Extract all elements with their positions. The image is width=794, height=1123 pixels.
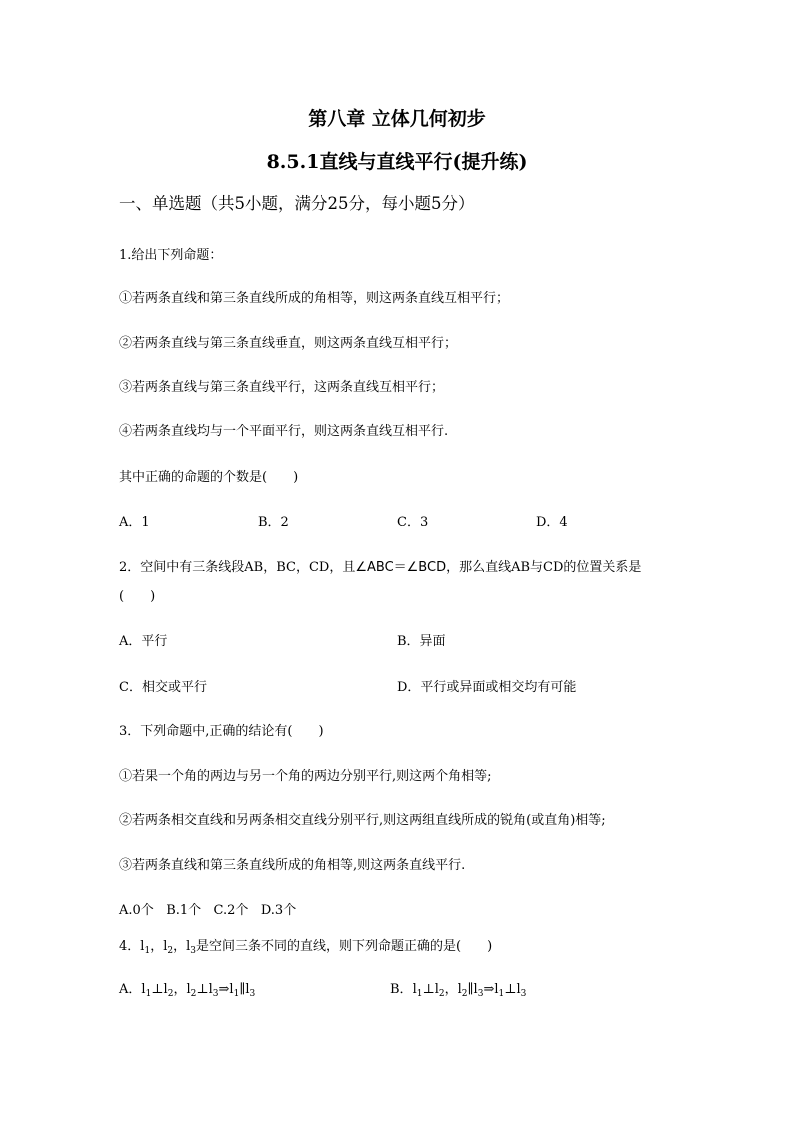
q2-option-a: A．平行	[119, 634, 168, 649]
q2-stem	[119, 556, 641, 575]
q2-stem-part2: ，那么直线AB与CD的位置关系是	[446, 560, 642, 575]
l3-symbol: l	[473, 982, 478, 997]
l3-symbol: l	[186, 939, 191, 954]
q1-item-1: ①若两条直线和第三条直线所成的角相等，则这两条直线互相平行；	[119, 291, 510, 306]
q2-option-b: B．异面	[397, 634, 446, 649]
option-label: A．	[119, 982, 142, 997]
q1-option-d: D．4	[536, 515, 568, 530]
q2-stem-part1: 2．空间中有三条线段AB，BC，CD，且	[119, 560, 356, 575]
l2-symbol: l	[163, 982, 168, 997]
q1-option-a: A．1	[119, 515, 150, 530]
q3-item-3: ③若两条直线和第三条直线所成的角相等,则这两条直线平行.	[119, 858, 466, 873]
l3-symbol: l	[208, 982, 213, 997]
q3-options: A.0个 B.1个 C.2个 D.3个	[119, 903, 297, 918]
l1-symbol: l	[494, 982, 499, 997]
chapter-title: 第八章 立体几何初步	[308, 108, 486, 130]
q1-item-2: ②若两条直线与第三条直线垂直，则这两条直线互相平行；	[119, 336, 458, 351]
l1-symbol: l	[412, 982, 417, 997]
perpendicular-symbol: ⊥	[196, 982, 209, 997]
l3-subscript: 3	[249, 989, 256, 999]
q2-stem-line2: ( )	[119, 589, 156, 604]
comma: ，	[150, 939, 164, 954]
q1-question: 其中正确的命题的个数是( )	[119, 470, 299, 485]
l2-symbol: l	[186, 982, 191, 997]
l1-symbol: l	[141, 982, 146, 997]
l2-subscript: 2	[438, 989, 445, 999]
l3-symbol: l	[245, 982, 250, 997]
q2-option-c: C．相交或平行	[119, 680, 207, 695]
l1-subscript: 1	[144, 946, 151, 956]
q4-number: 4．	[119, 939, 141, 954]
l1-subscript: 1	[498, 989, 505, 999]
q2-angle-expression: ∠ABC＝∠BCD	[355, 560, 447, 575]
l1-subscript: 1	[145, 989, 152, 999]
q1-stem: 1.给出下列命题：	[119, 248, 223, 263]
comma: ，	[173, 982, 187, 997]
perpendicular-symbol: ⊥	[422, 982, 435, 997]
l1-subscript: 1	[233, 989, 240, 999]
l2-symbol: l	[434, 982, 439, 997]
l2-subscript: 2	[190, 989, 197, 999]
q3-stem: 3．下列命题中,正确的结论有( )	[119, 724, 324, 739]
section-heading: 一、单选题（共5小题，满分25分，每小题5分）	[119, 194, 475, 213]
lesson-title: 8.5.1直线与直线平行(提升练)	[266, 151, 528, 173]
l1-subscript: 1	[416, 989, 423, 999]
l3-symbol: l	[516, 982, 521, 997]
implies-symbol: ⇒	[483, 982, 495, 997]
q1-item-4: ④若两条直线均与一个平面平行，则这两条直线互相平行.	[119, 424, 449, 439]
perpendicular-symbol: ⊥	[504, 982, 517, 997]
l1-symbol: l	[140, 939, 145, 954]
l3-subscript: 3	[520, 989, 527, 999]
implies-symbol: ⇒	[218, 982, 230, 997]
option-label: B．	[390, 982, 413, 997]
parallel-symbol: ∥	[467, 982, 474, 997]
l2-symbol: l	[457, 982, 462, 997]
q3-item-1: ①若果一个角的两边与另一个角的两边分别平行,则这两个角相等;	[119, 769, 492, 784]
perpendicular-symbol: ⊥	[151, 982, 164, 997]
q3-item-2: ②若两条相交直线和另两条相交直线分别平行,则这两组直线所成的锐角(或直角)相等;	[119, 813, 606, 828]
q4-option-b	[390, 978, 526, 999]
q4-option-a	[119, 978, 255, 999]
l3-subscript: 3	[190, 946, 197, 956]
l1-symbol: l	[229, 982, 234, 997]
l2-symbol: l	[163, 939, 168, 954]
l2-subscript: 2	[167, 946, 174, 956]
l2-subscript: 2	[461, 989, 468, 999]
l3-subscript: 3	[477, 989, 484, 999]
comma: ，	[444, 982, 458, 997]
parallel-symbol: ∥	[239, 982, 246, 997]
l2-subscript: 2	[167, 989, 174, 999]
comma: ，	[173, 939, 187, 954]
l3-subscript: 3	[212, 989, 219, 999]
q4-stem-tail: 是空间三条不同的直线，则下列命题正确的是( )	[196, 939, 493, 954]
q1-item-3: ③若两条直线与第三条直线平行，这两条直线互相平行；	[119, 380, 445, 395]
q1-option-c: C．3	[397, 515, 429, 530]
q2-option-d: D．平行或异面或相交均有可能	[397, 680, 577, 695]
q1-option-b: B．2	[258, 515, 289, 530]
q4-stem	[119, 935, 492, 956]
